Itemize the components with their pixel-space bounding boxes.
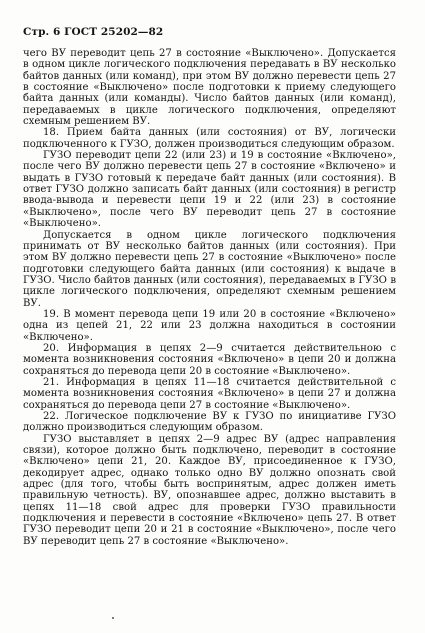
paragraph-item-22: 22. Логическое подключение ВУ к ГУЗО по инициативе ГУЗО должно производиться следующим образом. [23,411,396,434]
scan-speck [112,617,114,619]
paragraph-item-18-guzo: ГУЗО переводит цепи 22 (или 23) и 19 в состояние «Включено», после чего ВУ должно перевести цепь 27 в состояние «Включено» и выдать в ГУЗО готовый к передаче байт данных (или состояния). В ответ ГУЗО должно записать байт данных (или состояния) в регистр ввода-вывода и перевести цепи 19 и 22 (или 23) в состояние «Выключено», после чего ВУ переводит цепь 27 в состояние «Выключено». [23,150,396,230]
paragraph-item-18-multi-byte: Допускается в одном цикле логического подключения принимать от ВУ несколько байтов данных (или состояния). При этом ВУ должно перевести цепь 27 в состояние «Выключено» после подготовки следующего байта данных (или состояния) к выдаче в ГУЗО. Число байтов данных (или состояния), передаваемых в ГУЗО в цикле логического подключения, определяют схемным решением ВУ. [23,229,396,309]
document-body [23,48,396,547]
paragraph-continuation: чего ВУ переводит цепь 27 в состояние «Выключено». Допускается в одном цикле логического подключения передавать в ВУ несколько байтов данных (или команд), при этом ВУ должно перевести цепь 27 в состояние «Выключено» после подготовки к приему следующего байта данных (или команды). Число байтов данных (или команд), передаваемых в цикле логического подключения, определяют схемным решением ВУ. [23,48,396,128]
paragraph-item-20: 20. Информация в цепях 2—9 считается действительною с момента возникновения состояния «Включено» в цепи 20 и должна сохраняться до перевода цепи 20 в состояние «Выключено». [23,342,396,377]
paragraph-item-21: 21. Информация в цепях 11—18 считается действительной с момента возникновения состояния «Включено» в цепи 27 и должна сохраняться до перевода цепи 27 в состояние «Выключено». [23,376,396,411]
paragraph-item-19: 19. В момент перевода цепи 19 или 20 в состояние «Включено» одна из цепей 21, 22 или 23 должна находиться в состоянии «Включено». [23,308,396,343]
paragraph-item-22-guzo: ГУЗО выставляет в цепях 2—9 адрес ВУ (адрес направления связи), которое должно быть подключено, переводит в состояние «Включено» цепи 21, 20. Каждое ВУ, присоединенное к ГУЗО, декодирует адрес, однако только одно ВУ должно опознать свой адрес (для того, чтобы быть воспринятым, адрес должен иметь правильную четность). ВУ, опознавшее адрес, должно выставить в цепях 11—18 свой адрес для проверки ГУЗО правильности подключения и перевести в состояние «Включено» цепь 27. В ответ ГУЗО переводит цепи 20 и 21 в состояние «Выключено», после чего ВУ переводит цепь 27 в состояние «Выключено». [23,433,396,547]
paragraph-item-18: 18. Прием байта данных (или состояния) от ВУ, логически подключенного к ГУЗО, должен производиться следующим образом. [23,127,396,150]
page-header: Стр. 6 ГОСТ 25202—82 [23,26,164,38]
